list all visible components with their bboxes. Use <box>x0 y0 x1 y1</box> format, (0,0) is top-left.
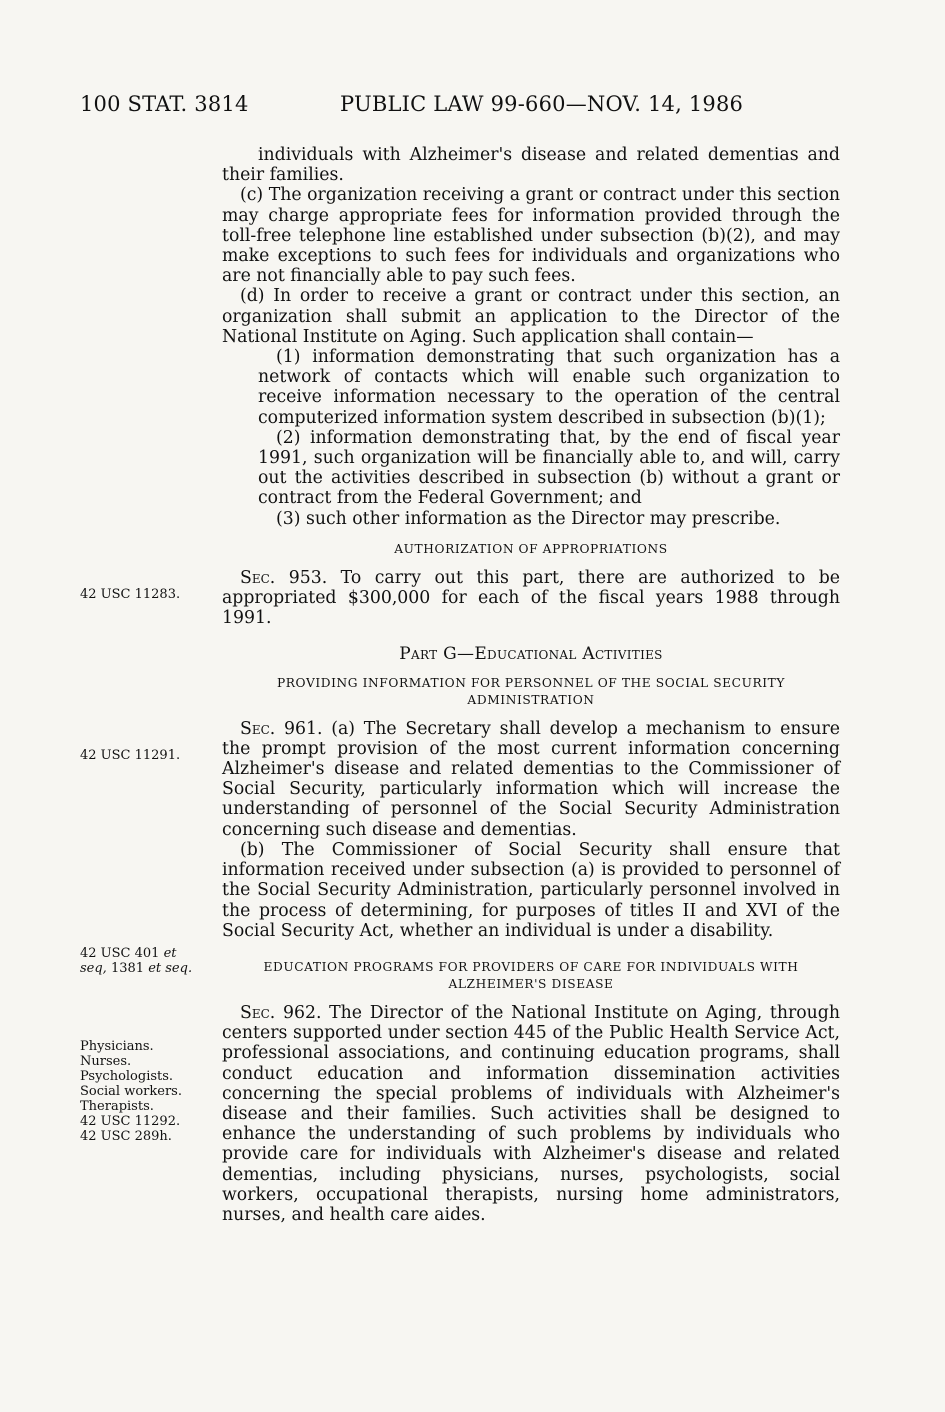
margin-note-therapists: Therapists. <box>80 1099 154 1114</box>
sec-961-text: 961. (a) The Secretary shall develop a mechanism to ensure the prompt provision of the most current information concerning Alzheimer's disease and related dementias to the Commissioner of Social Security, particularly information which will increase the understanding of personnel of the Social Security Administration concerning such disease and dementias. <box>222 718 840 840</box>
sec-953-text: 953. To carry out this part, there are authorized to be appropriated $300,000 for each of the fiscal years 1988 through 1991. <box>222 567 840 629</box>
margin-note-usc-401 <box>80 946 215 976</box>
public-law-title: PUBLIC LAW 99-660—NOV. 14, 1986 <box>340 92 744 116</box>
page-body <box>222 145 840 1225</box>
margin-note-usc-289h: 42 USC 289h. <box>80 1129 172 1144</box>
usc-1381-text: 1381 <box>110 961 145 976</box>
usc-401-text: 42 USC 401 <box>80 946 160 961</box>
list-item-3: (3) such other information as the Director may prescribe. <box>276 508 781 529</box>
paragraph-d: (d) In order to receive a grant or contract under this section, an organization shall submit an application to the Director of the National Institute on Aging. Such application shall contain— <box>222 286 840 347</box>
sec-961-label: Sec. <box>240 718 276 739</box>
section-961a <box>222 719 840 840</box>
margin-note-usc-11291: 42 USC 11291. <box>80 748 181 763</box>
usc-401-seq: seq, <box>80 961 107 976</box>
heading-education: EDUCATION PROGRAMS FOR PROVIDERS OF CARE FOR INDIVIDUALS WITH ALZHEIMER'S DISEASE <box>263 959 799 991</box>
sec-962-text: 962. The Director of the National Institute on Aging, through centers supported under section 445 of the Public Health Service Act, professional associations, and continuing education programs, shall conduct education and information dissemination activities concerning the special problems of individuals with Alzheimer's disease and their families. Such activities shall be designed to enhance the understanding of such problems by individuals who provide care for individuals with Alzheimer's disease and related dementias, including physicians, nurses, psychologists, social workers, occupational therapists, nursing home administrators, nurses, and health care aides. <box>222 1002 840 1225</box>
heading-personnel: PROVIDING INFORMATION FOR PERSONNEL OF THE SOCIAL SECURITY ADMINISTRATION <box>276 675 786 707</box>
usc-401-et: et <box>163 946 177 961</box>
margin-note-topics <box>80 1039 215 1144</box>
margin-note-physicians: Physicians. <box>80 1039 154 1054</box>
margin-note-usc-11292: 42 USC 11292. <box>80 1114 181 1129</box>
margin-note-psychologists: Psychologists. <box>80 1069 174 1084</box>
section-962 <box>222 1003 840 1225</box>
margin-note-nurses: Nurses. <box>80 1054 132 1069</box>
list-item-1: (1) information demonstrating that such organization has a network of contacts which will enable such organization to receive information necessary to the operation of the central computerized information system described in subsection (b)(1); <box>258 347 840 428</box>
statute-page-number: 100 STAT. 3814 <box>80 92 249 116</box>
section-953 <box>222 568 840 629</box>
part-g-heading: Part G—Educational Activities <box>399 644 663 665</box>
paragraph-continuation: individuals with Alzheimer's disease and related dementias and their families. <box>222 145 840 186</box>
heading-authorization: AUTHORIZATION OF APPROPRIATIONS <box>394 541 668 556</box>
paragraph-c: (c) The organization receiving a grant or contract under this section may charge appropriate fees for information provided through the toll-free telephone line established under subsection (b)(2), and may make exceptions to such fees for individuals and organizations who are not financially able to pay such fees. <box>222 185 840 287</box>
section-961b: (b) The Commissioner of Social Security shall ensure that information received under subsection (a) is provided to personnel of the Social Security Administration, particularly personnel involved in the process of determining, for purposes of titles II and XVI of the Social Security Act, whether an individual is under a disability. <box>222 839 840 941</box>
margin-note-social-workers: Social workers. <box>80 1084 182 1099</box>
sec-953-label: Sec. <box>240 567 276 588</box>
margin-note-usc-11283: 42 USC 11283. <box>80 587 181 602</box>
list-item-2: (2) information demonstrating that, by the end of fiscal year 1991, such organization will be financially able to, and will, carry out the activities described in subsection (b) without a grant or contract from the Federal Government; and <box>258 427 840 509</box>
usc-1381-et-seq: et seq. <box>148 961 193 976</box>
page-header <box>0 92 945 122</box>
sec-962-label: Sec. <box>240 1002 276 1023</box>
